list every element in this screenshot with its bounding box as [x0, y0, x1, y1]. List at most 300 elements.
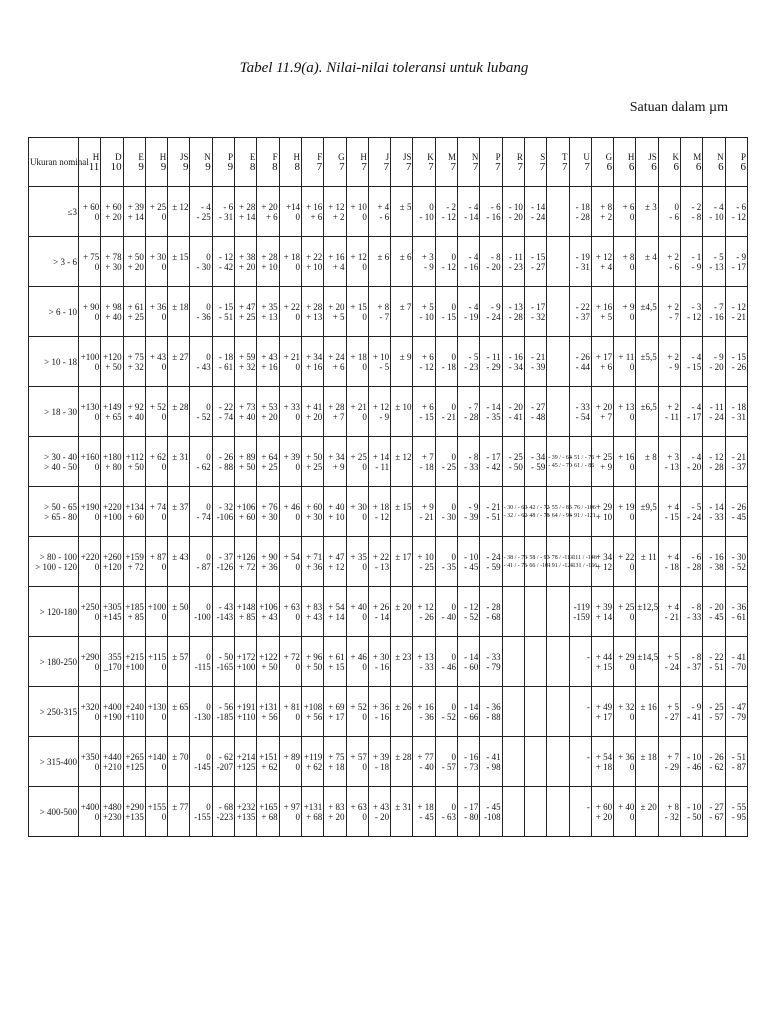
- lower-deviation: + 56: [261, 711, 278, 722]
- lower-deviation: [548, 812, 567, 822]
- lower-deviation: - 57: [709, 711, 724, 722]
- tolerance-cell: [168, 737, 190, 787]
- tolerance-cell: [145, 287, 167, 337]
- lower-deviation: - 21: [441, 411, 457, 422]
- tolerance-cell: [235, 787, 257, 837]
- lower-deviation: 0: [94, 811, 100, 822]
- tolerance-cell: [101, 337, 123, 387]
- lower-deviation: - 48: [530, 411, 546, 422]
- tolerance-cell: [524, 737, 546, 787]
- upper-deviation: - 26: [218, 451, 234, 462]
- tolerance-cell: [145, 737, 167, 787]
- column-header: [279, 138, 301, 187]
- upper-deviation: + 62: [149, 451, 167, 462]
- tolerance-cell: [681, 437, 703, 487]
- upper-deviation: + 25: [618, 601, 635, 612]
- upper-deviation: [504, 702, 523, 712]
- upper-deviation: + 12: [417, 601, 434, 612]
- lower-deviation: [169, 512, 188, 522]
- lower-deviation: - 26: [419, 611, 434, 622]
- lower-deviation: 0: [161, 311, 167, 322]
- column-letter: H: [360, 152, 367, 162]
- upper-deviation: 0: [451, 651, 457, 662]
- tolerance-cell: [569, 487, 596, 537]
- tolerance-cell: [480, 587, 502, 637]
- upper-deviation: 0: [451, 351, 457, 362]
- upper-deviation: + 20: [261, 201, 278, 212]
- tolerance-cell: [212, 737, 234, 787]
- tolerance-cell: [435, 487, 457, 537]
- lower-deviation: - 33: [709, 511, 724, 522]
- upper-deviation: - 56: [218, 701, 234, 712]
- lower-deviation: -143: [216, 611, 234, 622]
- lower-deviation: - 40: [419, 761, 434, 772]
- tolerance-cell: [257, 537, 279, 587]
- tolerance-cell: [480, 787, 502, 837]
- upper-deviation: - 8: [691, 651, 702, 662]
- tolerance-cell: [391, 387, 413, 437]
- tolerance-cell: [703, 237, 725, 287]
- tolerance-cell: [79, 537, 101, 587]
- upper-deviation: +190: [80, 501, 100, 512]
- tolerance-cell: [279, 187, 301, 237]
- upper-deviation: +131: [303, 801, 323, 812]
- upper-deviation: - 14: [486, 401, 501, 412]
- lower-deviation: - 52: [441, 711, 457, 722]
- upper-deviation: + 78: [105, 251, 122, 262]
- column-letter: D: [115, 152, 122, 162]
- tolerance-cell: [324, 437, 346, 487]
- tolerance-cell: [524, 337, 546, 387]
- lower-deviation: [370, 262, 389, 272]
- lower-deviation: + 60: [127, 511, 144, 522]
- tolerance-cell: [279, 337, 301, 387]
- tolerance-cell: [591, 237, 613, 287]
- upper-deviation: - 21: [731, 451, 746, 462]
- tolerance-cell: [368, 637, 390, 687]
- lower-deviation: 0: [295, 311, 300, 322]
- tolerance-cell: [591, 337, 613, 387]
- upper-deviation: ±5,5: [640, 351, 657, 362]
- upper-deviation: - 7: [713, 301, 724, 312]
- tolerance-cell: [614, 237, 636, 287]
- lower-deviation: - 15: [419, 411, 434, 422]
- lower-deviation: [548, 262, 567, 272]
- upper-deviation: + 61: [328, 651, 345, 662]
- lower-deviation: + 18: [328, 761, 345, 772]
- upper-deviation: - 21: [486, 501, 501, 512]
- lower-deviation: 0: [295, 211, 300, 222]
- upper-deviation: + 22: [618, 551, 635, 562]
- column-grade: 6: [695, 161, 702, 173]
- column-grade: 7: [450, 161, 457, 173]
- tolerance-cell: [368, 287, 390, 337]
- lower-deviation: [169, 462, 188, 472]
- tolerance-cell: [391, 337, 413, 387]
- lower-deviation: + 6: [332, 361, 345, 372]
- upper-deviation: + 2: [667, 351, 680, 362]
- column-header: [703, 138, 725, 187]
- lower-deviation: 0: [295, 661, 300, 672]
- lower-deviation: [637, 262, 656, 272]
- lower-deviation: - 18: [441, 361, 457, 372]
- upper-deviation: ± 43: [172, 551, 189, 562]
- tolerance-cell: [391, 687, 413, 737]
- upper-deviation: 0: [451, 301, 457, 312]
- upper-deviation: + 12: [328, 201, 345, 212]
- tolerance-cell: [279, 287, 301, 337]
- lower-deviation: [526, 712, 545, 722]
- tolerance-cell: [502, 587, 524, 637]
- upper-deviation: + 43: [149, 351, 167, 362]
- upper-deviation: 0: [451, 251, 457, 262]
- upper-deviation: -: [586, 751, 590, 762]
- lower-deviation: - 14: [464, 211, 479, 222]
- upper-deviation: - 17: [530, 301, 546, 312]
- lower-deviation: - 37: [687, 661, 702, 672]
- upper-deviation: + 6: [421, 401, 434, 412]
- upper-deviation: - 3: [691, 301, 702, 312]
- tolerance-cell: [301, 337, 323, 387]
- lower-deviation: + 72: [127, 561, 144, 572]
- tolerance-cell: [235, 737, 257, 787]
- tolerance-cell: [480, 387, 502, 437]
- tolerance-cell: [435, 437, 457, 487]
- lower-deviation: - 20: [486, 261, 501, 272]
- lower-deviation: - 61: [218, 361, 234, 372]
- lower-deviation: -185: [216, 711, 234, 722]
- tolerance-cell: [569, 537, 598, 587]
- tolerance-cell: [190, 387, 212, 437]
- upper-deviation: 0: [429, 201, 434, 212]
- upper-deviation: - 10: [464, 551, 479, 562]
- lower-deviation: - 28: [508, 311, 523, 322]
- lower-deviation: 0: [362, 511, 367, 522]
- upper-deviation: ± 28: [395, 751, 412, 762]
- tolerance-cell: [569, 287, 591, 337]
- lower-deviation: - 52: [731, 561, 746, 572]
- upper-deviation: - 12: [709, 451, 724, 462]
- lower-deviation: + 80: [105, 461, 122, 472]
- tolerance-cell: [658, 437, 680, 487]
- tolerance-cell: [346, 787, 368, 837]
- column-grade: 11: [88, 161, 100, 173]
- upper-deviation: + 54: [595, 751, 613, 762]
- tolerance-cell: [725, 287, 747, 337]
- tolerance-cell: [391, 237, 413, 287]
- tolerance-cell: [502, 787, 524, 837]
- lower-deviation: -155: [194, 811, 211, 822]
- upper-deviation: [548, 202, 567, 212]
- lower-deviation: -126: [216, 561, 234, 572]
- upper-deviation: - 10: [508, 201, 523, 212]
- lower-deviation: - 74: [218, 411, 234, 422]
- tolerance-cell: [703, 487, 725, 537]
- tolerance-cell: [591, 687, 613, 737]
- lower-deviation: [392, 462, 411, 472]
- upper-deviation: 0: [206, 651, 211, 662]
- tolerance-cell: [235, 437, 257, 487]
- upper-deviation: +480: [103, 801, 122, 812]
- tolerance-cell: [235, 587, 257, 637]
- upper-deviation: ± 18: [172, 301, 189, 312]
- lower-deviation: [637, 662, 656, 672]
- column-letter: M: [448, 152, 457, 162]
- upper-deviation: ± 17: [395, 551, 412, 562]
- tolerance-cell: [480, 737, 502, 787]
- lower-deviation: - 62: [196, 461, 211, 472]
- tolerance-cell: [480, 487, 502, 537]
- upper-deviation: + 14: [372, 451, 390, 462]
- lower-deviation: [548, 412, 567, 422]
- upper-deviation: [548, 602, 567, 612]
- upper-deviation: + 60: [105, 201, 122, 212]
- lower-deviation: + 25: [305, 461, 323, 472]
- lower-deviation: - 60: [464, 661, 479, 672]
- lower-deviation: - 16: [374, 711, 390, 722]
- tolerance-cell: [725, 387, 747, 437]
- upper-deviation: ± 31: [172, 451, 189, 462]
- upper-deviation: - 38 / - 73: [503, 554, 528, 561]
- lower-deviation: + 30: [105, 261, 122, 272]
- upper-deviation: - 14: [709, 501, 724, 512]
- upper-deviation: + 30: [372, 651, 390, 662]
- upper-deviation: ± 37: [172, 501, 189, 512]
- table-row: [29, 737, 748, 787]
- tolerance-cell: [547, 237, 569, 287]
- lower-deviation: - 88: [486, 711, 501, 722]
- upper-deviation: - 17: [486, 451, 501, 462]
- lower-deviation: - 21: [419, 511, 434, 522]
- lower-deviation: - 61: [731, 611, 746, 622]
- lower-deviation: [392, 212, 411, 222]
- upper-deviation: ± 6: [399, 251, 412, 262]
- lower-deviation: - 40: [441, 611, 457, 622]
- tolerance-cell: [435, 787, 457, 837]
- upper-deviation: ± 11: [640, 551, 657, 562]
- column-letter: G: [605, 152, 613, 162]
- lower-deviation: [169, 362, 188, 372]
- lower-deviation: + 16: [305, 361, 323, 372]
- tolerance-cell: [524, 387, 546, 437]
- tolerance-cell: [145, 337, 167, 387]
- lower-deviation: + 20: [127, 261, 144, 272]
- table-title: Tabel 11.9(a). Nilai-nilai toleransi untuk lubang: [239, 60, 529, 76]
- upper-deviation: + 36: [372, 701, 390, 712]
- lower-deviation: -145: [194, 761, 211, 772]
- tolerance-cell: [190, 487, 212, 537]
- tolerance-cell: [279, 787, 301, 837]
- lower-deviation: 0: [362, 361, 367, 372]
- lower-deviation: 0: [295, 461, 300, 472]
- tolerance-cell: [257, 437, 279, 487]
- tolerance-cell: [101, 637, 123, 687]
- lower-deviation: 0: [629, 261, 635, 272]
- upper-deviation: + 90: [261, 551, 278, 562]
- lower-deviation: + 43: [261, 611, 278, 622]
- upper-deviation: ±12,5: [637, 601, 659, 612]
- lower-deviation: - 54: [575, 411, 590, 422]
- tolerance-cell: [368, 687, 390, 737]
- tolerance-cell: [524, 187, 546, 237]
- lower-deviation: - 98: [486, 761, 501, 772]
- tolerance-cell: [524, 787, 546, 837]
- tolerance-cell: [636, 337, 658, 387]
- lower-deviation: - 5: [379, 361, 390, 372]
- lower-deviation: - 24: [530, 211, 546, 222]
- tolerance-cell: [435, 687, 457, 737]
- lower-deviation: + 9: [600, 461, 613, 472]
- column-letter: P: [228, 152, 234, 162]
- lower-deviation: + 7: [600, 411, 613, 422]
- tolerance-cell: [502, 737, 524, 787]
- upper-deviation: - 30 / - 60: [503, 504, 528, 511]
- table-row: [29, 337, 748, 387]
- upper-deviation: [526, 702, 545, 712]
- upper-deviation: + 57: [350, 751, 367, 762]
- size-header: Ukuran nominal: [29, 138, 79, 187]
- tolerance-cell: [636, 437, 658, 487]
- tolerance-cell: [591, 787, 613, 837]
- tolerance-cell: [458, 737, 480, 787]
- lower-deviation: [392, 412, 411, 422]
- tolerance-cell: [257, 337, 279, 387]
- upper-deviation: ± 12: [172, 201, 189, 212]
- lower-deviation: 0: [362, 761, 367, 772]
- upper-deviation: + 5: [667, 701, 680, 712]
- tolerance-cell: [301, 387, 323, 437]
- tolerance-cell: [279, 587, 301, 637]
- upper-deviation: - 22: [709, 651, 724, 662]
- lower-deviation: + 2: [600, 211, 613, 222]
- upper-deviation: - 14: [464, 701, 479, 712]
- lower-deviation: -223: [216, 811, 234, 822]
- tolerance-cell: [458, 487, 480, 537]
- lower-deviation: 0: [629, 211, 635, 222]
- upper-deviation: + 15: [350, 301, 367, 312]
- tolerance-cell: [257, 387, 279, 437]
- tolerance-cell: [212, 487, 234, 537]
- tolerance-cell: [524, 587, 546, 637]
- lower-deviation: 0: [629, 611, 635, 622]
- lower-deviation: - 45: [731, 511, 746, 522]
- nominal-size: > 10 - 18: [29, 337, 79, 387]
- lower-deviation: - 87: [731, 761, 746, 772]
- tolerance-cell: [614, 287, 636, 337]
- upper-deviation: -111 / -146: [570, 554, 597, 561]
- tolerance-cell: [569, 637, 591, 687]
- lower-deviation: + 12: [595, 561, 613, 572]
- tolerance-cell: [301, 237, 323, 287]
- lower-deviation: 0: [161, 261, 167, 272]
- lower-deviation: 0: [295, 711, 300, 722]
- lower-deviation: - 67: [709, 811, 724, 822]
- lower-deviation: + 30: [305, 511, 323, 522]
- tolerance-cell: [145, 787, 167, 837]
- tolerance-cell: [123, 487, 145, 537]
- table-row: [29, 387, 748, 437]
- tolerance-cell: [391, 437, 413, 487]
- upper-deviation: [548, 352, 567, 362]
- tolerance-cell: [725, 237, 747, 287]
- lower-deviation: 0: [362, 661, 367, 672]
- lower-deviation: + 10: [261, 261, 278, 272]
- upper-deviation: + 43: [261, 351, 278, 362]
- tolerance-cell: [190, 687, 212, 737]
- upper-deviation: +100: [80, 351, 100, 362]
- tolerance-cell: [123, 737, 145, 787]
- upper-deviation: +180: [103, 451, 122, 462]
- upper-deviation: + 30: [149, 251, 167, 262]
- upper-deviation: - 26: [731, 501, 746, 512]
- lower-deviation: [169, 762, 188, 772]
- tolerance-cell: [235, 287, 257, 337]
- tolerance-cell: [681, 487, 703, 537]
- lower-deviation: [637, 412, 656, 422]
- upper-deviation: + 16: [618, 451, 635, 462]
- upper-deviation: +131: [259, 701, 278, 712]
- upper-deviation: + 19: [618, 501, 635, 512]
- tolerance-cell: [368, 537, 390, 587]
- tolerance-cell: [235, 687, 257, 737]
- lower-deviation: - 6: [669, 211, 680, 222]
- tolerance-cell: [458, 437, 480, 487]
- lower-deviation: [637, 762, 656, 772]
- lower-deviation: - 28: [709, 461, 724, 472]
- upper-deviation: 0: [451, 451, 457, 462]
- tolerance-cell: [190, 637, 212, 687]
- tolerance-cell: [658, 287, 680, 337]
- lower-deviation: - 12: [441, 261, 457, 272]
- upper-deviation: ± 16: [640, 701, 657, 712]
- upper-deviation: +191: [236, 701, 256, 712]
- lower-deviation: [571, 662, 590, 672]
- lower-deviation: - 27: [664, 711, 680, 722]
- tolerance-cell: [324, 237, 346, 287]
- tolerance-cell: [368, 737, 390, 787]
- lower-deviation: - 51: [709, 661, 724, 672]
- lower-deviation: + 6: [600, 361, 613, 372]
- table-row: [29, 237, 748, 287]
- upper-deviation: 0: [206, 801, 211, 812]
- lower-deviation: 0: [94, 311, 100, 322]
- upper-deviation: - 4: [691, 401, 702, 412]
- tolerance-cell: [547, 637, 569, 687]
- upper-deviation: +126: [236, 551, 256, 562]
- tolerance-cell: [703, 687, 725, 737]
- table-row: [29, 187, 748, 237]
- upper-deviation: +350: [80, 751, 100, 762]
- upper-deviation: - 4: [201, 201, 211, 212]
- upper-deviation: - 7: [468, 401, 479, 412]
- upper-deviation: - 9: [490, 301, 501, 312]
- upper-deviation: ± 10: [395, 401, 412, 412]
- upper-deviation: + 50: [127, 251, 144, 262]
- upper-deviation: - 45: [486, 801, 501, 812]
- upper-deviation: + 64: [261, 451, 278, 462]
- tolerance-cell: [145, 187, 167, 237]
- lower-deviation: [548, 312, 567, 322]
- tolerance-cell: [703, 737, 725, 787]
- tolerance-cell: [591, 387, 613, 437]
- table-row: [29, 437, 748, 487]
- lower-deviation: 0: [362, 811, 367, 822]
- upper-deviation: + 3: [667, 451, 680, 462]
- lower-deviation: [169, 412, 188, 422]
- lower-deviation: - 79: [731, 711, 746, 722]
- upper-deviation: + 34: [328, 451, 345, 462]
- tolerance-cell: [235, 387, 257, 437]
